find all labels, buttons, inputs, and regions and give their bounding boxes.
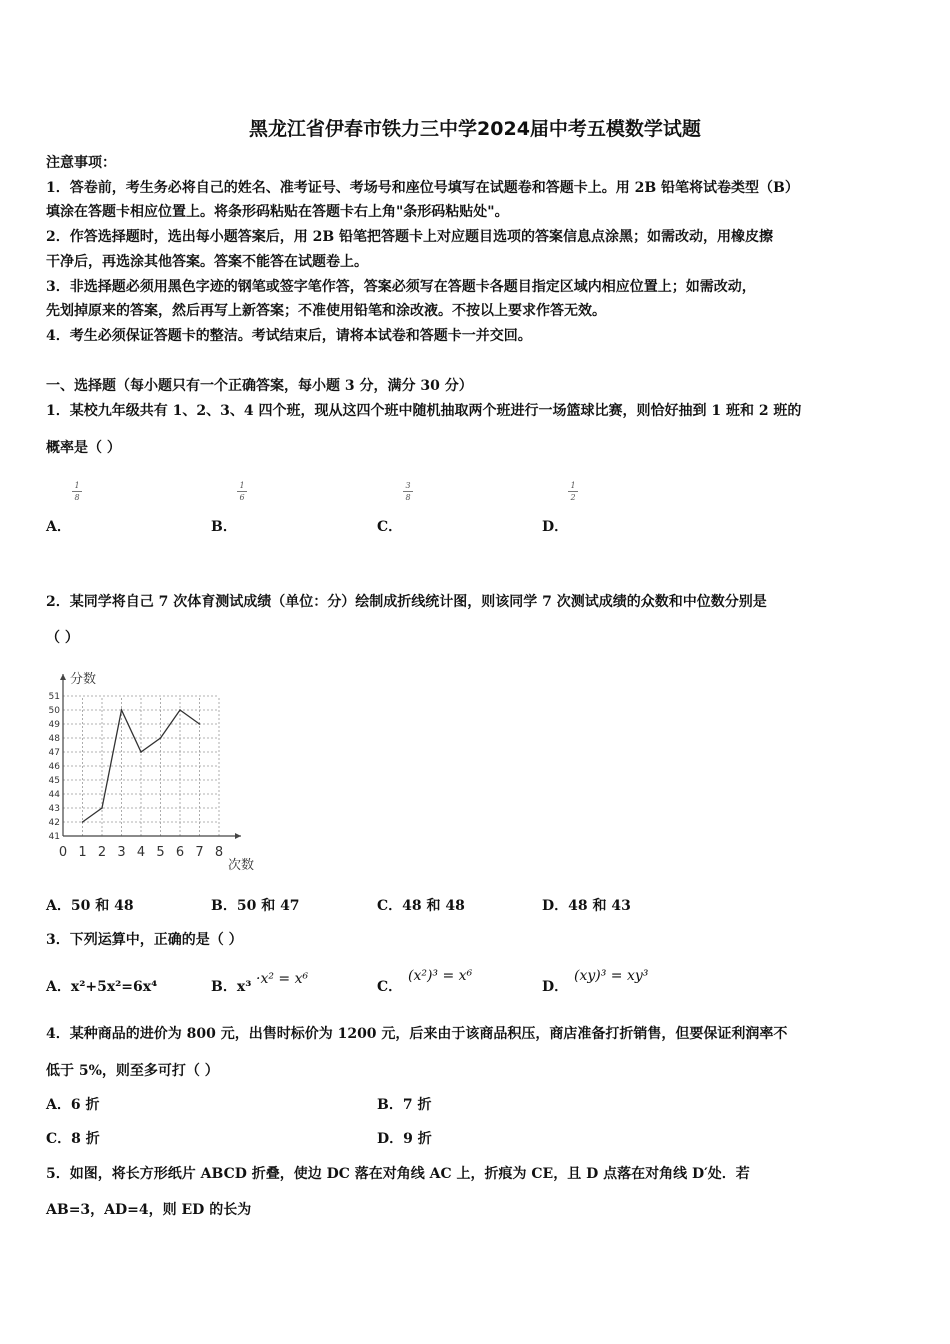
q3-option-c[interactable]: C．: [377, 979, 403, 995]
y-tick-label: 49: [48, 720, 60, 730]
q4-line-1: 4．某种商品的进价为 800 元，出售时标价为 1200 元，后来由于该商品积压，商店准备打折销售，但要保证利润率不: [46, 1026, 788, 1042]
y-tick-label: 44: [48, 790, 60, 800]
notice-line-2: 填涂在答题卡相应位置上。将条形码粘贴在答题卡右上角"条形码粘贴处"。: [46, 204, 509, 220]
q5-line-1: 5．如图，将长方形纸片 ABCD 折叠，使边 DC 落在对角线 AC 上，折痕为 CE，且 D 点落在对角线 D′处．若: [46, 1166, 750, 1182]
q3-option-b[interactable]: B．x³: [211, 979, 252, 995]
q1-option-b-label[interactable]: B．: [211, 519, 237, 535]
data-point: [179, 709, 181, 711]
q1-option-a-label[interactable]: A．: [46, 519, 71, 535]
y-tick-label: 47: [48, 748, 60, 758]
q1-option-d-fraction: 1 2: [568, 481, 578, 502]
y-axis-arrow: [60, 674, 66, 680]
q2-option-a[interactable]: A．50 和 48: [46, 898, 134, 914]
y-tick-label: 50: [48, 706, 60, 716]
q2-option-d[interactable]: D．48 和 43: [542, 898, 631, 914]
q1-option-c-fraction: 3 8: [403, 481, 413, 502]
y-tick-label: 43: [48, 804, 60, 814]
data-point: [199, 723, 201, 725]
notice-line-7: 4．考生必须保证答题卡的整洁。考试结束后，请将本试卷和答题卡一并交回。: [46, 328, 532, 344]
x-tick-label: 7: [195, 845, 204, 860]
x-tick-label: 4: [136, 845, 146, 860]
y-tick-label: 41: [48, 832, 60, 842]
data-point: [140, 751, 142, 753]
q4-option-a[interactable]: A．6 折: [46, 1097, 100, 1113]
y-tick-label: 51: [48, 692, 60, 702]
q1-line-2: 概率是（ ）: [46, 440, 121, 456]
q2-option-c[interactable]: C．48 和 48: [377, 898, 465, 914]
q3-line-1: 3．下列运算中，正确的是（ ）: [46, 932, 243, 948]
data-point: [82, 821, 84, 823]
notice-line-6: 先划掉原来的答案，然后再写上新答案；不准使用铅笔和涂改液。不按以上要求作答无效。: [46, 303, 606, 319]
notice-heading: 注意事项：: [46, 155, 116, 171]
y-tick-label: 48: [48, 734, 60, 744]
x-axis-arrow: [235, 833, 241, 839]
q3-option-a-expression: x²+5x²=6x⁴: [70, 979, 158, 995]
q1-option-b-fraction: 1 6: [237, 481, 247, 502]
q1-option-a-fraction: 1 8: [72, 481, 82, 502]
x-tick-label: 0: [58, 845, 68, 860]
q4-option-c[interactable]: C．8 折: [46, 1131, 100, 1147]
x-tick-label: 6: [175, 845, 185, 860]
notice-line-4: 干净后，再选涂其他答案。答案不能答在试题卷上。: [46, 254, 368, 270]
x-tick-label: 1: [78, 845, 87, 860]
q3-option-a[interactable]: A．x²+5x²=6x⁴: [46, 979, 158, 995]
x-tick-label: 3: [117, 845, 126, 860]
x-tick-label: 2: [97, 845, 107, 860]
notice-line-5: 3．非选择题必须用黑色字迹的钢笔或签字笔作答，答案必须写在答题卡各题目指定区域内相应位置上；如需改动，: [46, 279, 756, 295]
q2-line-2: （ ）: [46, 630, 79, 646]
q2-option-b[interactable]: B．50 和 47: [211, 898, 300, 914]
data-point: [160, 737, 162, 739]
q4-option-b[interactable]: B．7 折: [377, 1097, 432, 1113]
q5-line-2: AB=3，AD=4，则 ED 的长为: [46, 1202, 252, 1218]
q2-line-1: 2．某同学将自己 7 次体育测试成绩（单位：分）绘制成折线统计图，则该同学 7 次测试成绩的众数和中位数分别是: [46, 594, 767, 610]
q3-option-c-expression: (x²)³ = x⁶: [408, 968, 473, 984]
q3-option-d-expression: (xy)³ = xy³: [574, 968, 649, 984]
q4-line-2: 低于 5%，则至多可打（ ）: [46, 1063, 219, 1079]
x-tick-label: 5: [156, 845, 165, 860]
data-point: [101, 807, 103, 809]
q3-option-b-expression: ·x² = x⁶: [256, 971, 309, 987]
x-axis-label: 次数: [228, 858, 255, 873]
y-axis-label: 分数: [70, 672, 97, 687]
page-title: 黑龙江省伊春市铁力三中学2024届中考五模数学试题: [249, 118, 701, 140]
y-tick-label: 46: [48, 762, 60, 772]
score-line-chart: [44, 666, 270, 876]
q3-option-d[interactable]: D．: [542, 979, 569, 995]
q1-line-1: 1．某校九年级共有 1、2、3、4 四个班，现从这四个班中随机抽取两个班进行一场篮球比赛，则恰好抽到 1 班和 2 班的: [46, 403, 802, 419]
y-tick-label: 42: [48, 818, 60, 828]
q4-option-d[interactable]: D．9 折: [377, 1131, 432, 1147]
q1-option-c-label[interactable]: C．: [377, 519, 403, 535]
q1-option-d-label[interactable]: D．: [542, 519, 569, 535]
section-heading: 一、选择题（每小题只有一个正确答案，每小题 3 分，满分 30 分）: [46, 378, 473, 394]
notice-line-1: 1．答卷前，考生务必将自己的姓名、准考证号、考场号和座位号填写在试题卷和答题卡上。用 2B 铅笔将试卷类型（B）: [46, 180, 799, 196]
y-tick-label: 45: [48, 776, 60, 786]
notice-line-3: 2．作答选择题时，选出每小题答案后，用 2B 铅笔把答题卡上对应题目选项的答案信息点涂黑；如需改动，用橡皮擦: [46, 229, 774, 245]
x-tick-label: 8: [214, 845, 224, 860]
data-point: [121, 709, 123, 711]
